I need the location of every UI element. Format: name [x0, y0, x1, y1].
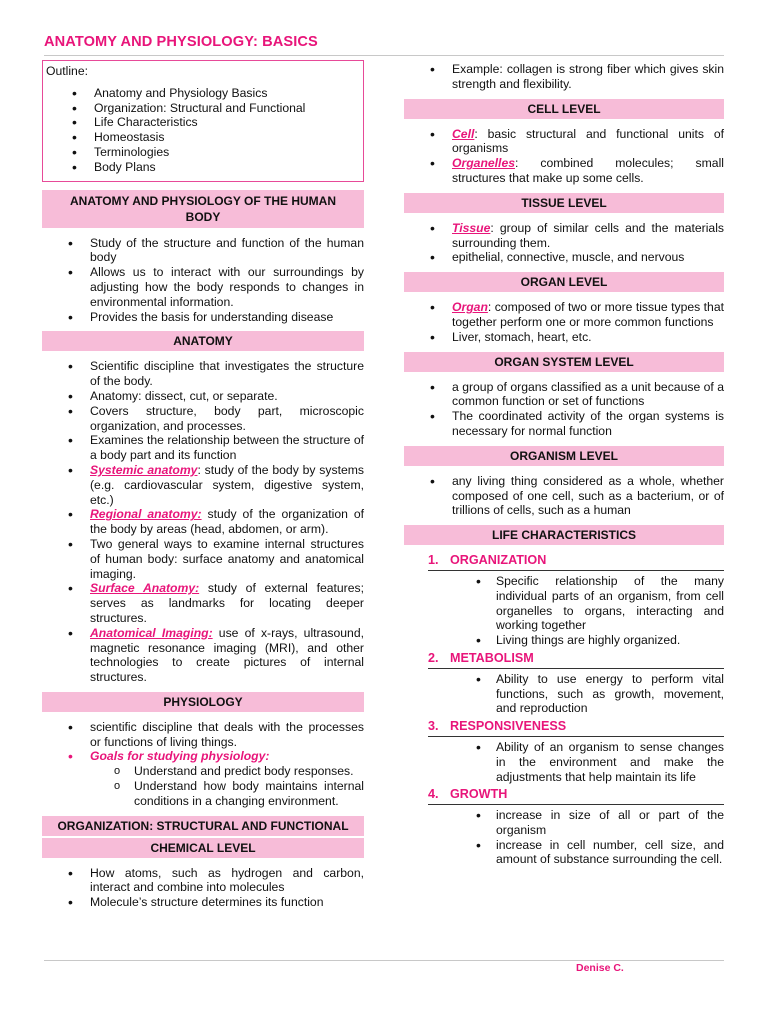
list-item: • epithelial, connective, muscle, and nervous — [452, 250, 724, 265]
list-item — [90, 749, 364, 764]
term-organ: Organ — [452, 300, 488, 315]
list-item — [90, 581, 364, 625]
sub-item: o Understand and predict body responses. — [134, 764, 364, 779]
list-item: • Study of the structure and function of the human body — [90, 236, 364, 266]
list-item: • Examines the relationship between the structure of a body part and its function — [90, 433, 364, 463]
list-item: • increase in cell number, cell size, and amount of substance surrounding the cell. — [496, 838, 724, 868]
life-section-heading — [428, 553, 724, 568]
definition-text: : group of similar cells and the materials surrounding them. — [452, 220, 724, 250]
outline-list — [46, 86, 358, 175]
list-item: • Specific relationship of the many individual parts of an organism, from cell organelles to organs, interacting and working together — [496, 574, 724, 633]
list-item: • Provides the basis for understanding disease — [90, 310, 364, 325]
list-item: • How atoms, such as hydrogen and carbon, interact and combine into molecules — [90, 866, 364, 896]
term-tissue: Tissue — [452, 220, 491, 235]
outline-item: • Body Plans — [94, 160, 358, 175]
section-number: 3. — [428, 719, 439, 734]
list-item: • Example: collagen is strong fiber which gives skin strength and flexibility. — [452, 62, 724, 92]
list-item — [452, 221, 724, 251]
list-item — [452, 127, 724, 157]
heading-rule — [428, 736, 724, 737]
term-organelles: Organelles — [452, 156, 515, 171]
physiology-goals-list — [42, 764, 364, 808]
definition-text: : combined molecules; small structures that make up some cells. — [452, 156, 724, 185]
section-header-organism: ORGANISM LEVEL — [404, 446, 724, 466]
goals-label: Goals for studying physiology: — [90, 749, 270, 764]
list-item: • Anatomy: dissect, cut, or separate. — [90, 389, 364, 404]
section-header-organ-system: ORGAN SYSTEM LEVEL — [404, 352, 724, 372]
list-item: • Allows us to interact with our surroundings by adjusting how the body responds to changes in environmental information. — [90, 265, 364, 309]
left-column — [42, 60, 364, 910]
outline-box — [42, 60, 364, 182]
term-surface-anatomy: Surface Anatomy: — [90, 581, 200, 596]
definition-text: : basic structural and functional units of organisms — [452, 126, 724, 156]
list-item: • Living things are highly organized. — [496, 633, 724, 648]
list-item: • any living thing considered as a whole, whether composed of one cell, such as a bacterium, or of trillions of cells, such as a human — [452, 474, 724, 518]
definition-text: : composed of two or more tissue types that together perform one or more common functions — [452, 300, 724, 329]
list-item: • Covers structure, body part, microscopic organization, and processes. — [90, 404, 364, 434]
anatomy-list — [42, 359, 364, 685]
tissue-list — [404, 221, 724, 265]
page-title: ANATOMY AND PHYSIOLOGY: BASICS — [44, 34, 318, 50]
heading-rule — [428, 668, 724, 669]
list-item — [90, 507, 364, 537]
definition-text: study of the organization of the body by areas (head, abdomen, or arm). — [90, 507, 365, 537]
section-header-life: LIFE CHARACTERISTICS — [404, 525, 724, 545]
section-title: GROWTH — [450, 787, 508, 802]
definition-text: : study of the body by systems (e.g. cardiovascular system, digestive system, etc.) — [90, 462, 364, 507]
section-header-ap-human: ANATOMY AND PHYSIOLOGY OF THE HUMAN BODY — [42, 190, 364, 228]
life-growth-list — [404, 808, 724, 867]
cell-list — [404, 127, 724, 186]
list-item: • a group of organs classified as a unit because of a common function or set of functions — [452, 380, 724, 410]
list-item: • Ability to use energy to perform vital functions, such as growth, movement, and reproduction — [496, 672, 724, 716]
life-organization-list — [404, 574, 724, 648]
list-item: • Two general ways to examine internal structures of human body: surface anatomy and anatomical imaging. — [90, 537, 364, 581]
outline-item: • Organization: Structural and Functional — [94, 101, 358, 116]
physiology-list — [42, 720, 364, 764]
life-metabolism-list — [404, 672, 724, 716]
section-title: RESPONSIVENESS — [450, 719, 567, 734]
outline-item: • Anatomy and Physiology Basics — [94, 86, 358, 101]
section-number: 2. — [428, 650, 439, 665]
section-header-tissue: TISSUE LEVEL — [404, 193, 724, 213]
life-section-heading — [428, 651, 724, 666]
chemical-example-list — [404, 62, 724, 92]
sub-item: o Understand how body maintains internal conditions in a changing environment. — [134, 779, 364, 809]
life-responsiveness-list — [404, 740, 724, 784]
section-header-cell: CELL LEVEL — [404, 99, 724, 119]
life-section-heading — [428, 719, 724, 734]
section-number: 1. — [428, 553, 439, 568]
heading-rule — [428, 570, 724, 571]
title-divider — [44, 55, 724, 56]
list-item: • scientific discipline that deals with the processes or functions of living things. — [90, 720, 364, 750]
organ-list — [404, 300, 724, 344]
section-header-physiology: PHYSIOLOGY — [42, 692, 364, 712]
organism-list — [404, 474, 724, 518]
section-header-chemical: CHEMICAL LEVEL — [42, 838, 364, 858]
footer-author: Denise C. — [576, 962, 624, 974]
outline-item: • Life Characteristics — [94, 115, 358, 130]
heading-rule — [428, 804, 724, 805]
right-column — [404, 62, 724, 867]
section-header-organ: ORGAN LEVEL — [404, 272, 724, 292]
term-systemic-anatomy: Systemic anatomy — [90, 462, 198, 477]
organ-system-list — [404, 380, 724, 439]
list-item: • increase in size of all or part of the organism — [496, 808, 724, 838]
list-item — [452, 300, 724, 330]
list-item: • Liver, stomach, heart, etc. — [452, 330, 724, 345]
list-item: • Molecule’s structure determines its function — [90, 895, 364, 910]
section-header-anatomy: ANATOMY — [42, 331, 364, 351]
list-item: • The coordinated activity of the organ systems is necessary for normal function — [452, 409, 724, 439]
section-header-organization: ORGANIZATION: STRUCTURAL AND FUNCTIONAL — [42, 816, 364, 836]
definition-text: study of external features; serves as landmarks for locating deeper structures. — [90, 581, 365, 625]
chemical-list — [42, 866, 364, 910]
definition-text: use of x-rays, ultrasound, magnetic resonance imaging (MRI), and other technologies to create pictures of internal structures. — [90, 625, 364, 685]
section-title: ORGANIZATION — [450, 553, 547, 568]
outline-item: • Homeostasis — [94, 130, 358, 145]
list-item — [452, 156, 724, 186]
outline-label: Outline: — [46, 64, 89, 78]
list-item — [90, 626, 364, 685]
term-anatomical-imaging: Anatomical Imaging: — [90, 625, 213, 640]
list-item: • Ability of an organism to sense changes in the environment and make the adjustments that help maintain its life — [496, 740, 724, 784]
list-item — [90, 463, 364, 507]
term-regional-anatomy: Regional anatomy: — [90, 507, 202, 522]
section-number: 4. — [428, 787, 439, 802]
outline-item: • Terminologies — [94, 145, 358, 160]
list-item: • Scientific discipline that investigates the structure of the body. — [90, 359, 364, 389]
ap-human-list — [42, 236, 364, 325]
section-title: METABOLISM — [450, 650, 534, 665]
term-cell: Cell — [452, 126, 475, 141]
life-section-heading — [428, 787, 724, 802]
